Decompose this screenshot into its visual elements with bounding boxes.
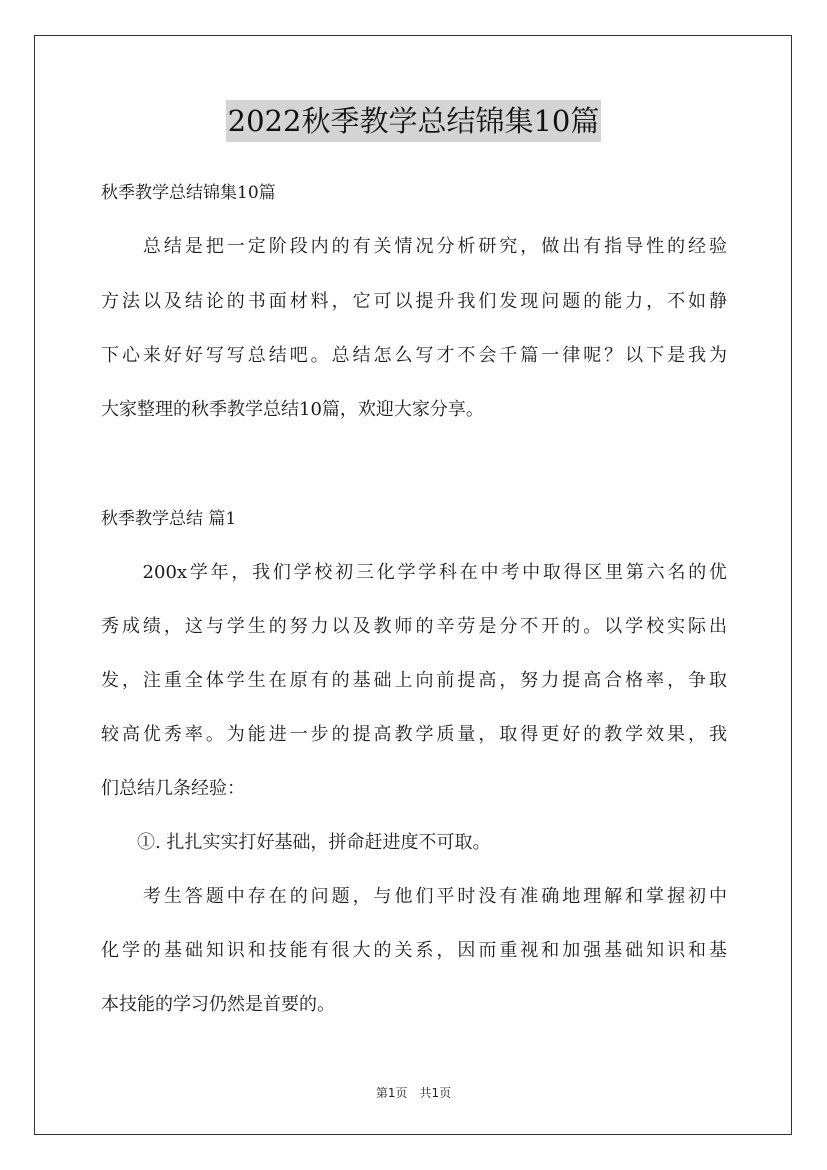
section1-line-1: 200x学年，我们学校初三化学学科在中考中取得区里第六名的优 (101, 562, 727, 583)
point1-line-3: 本技能的学习仍然是首要的。 (101, 994, 335, 1015)
section1-line-3: 发，注重全体学生在原有的基础上向前提高，努力提高合格率，争取 (101, 670, 727, 691)
section1-line-2: 秀成绩，这与学生的努力以及教师的辛劳是分不开的。以学校实际出 (101, 616, 727, 637)
title-block (0, 100, 827, 142)
section1-heading: 秋季教学总结 篇1 (101, 509, 237, 529)
intro-line-4: 大家整理的秋季教学总结10篇，欢迎大家分享。 (101, 399, 484, 420)
point1-line-1: 考生答题中存在的问题，与他们平时没有准确地理解和掌握初中 (101, 886, 727, 907)
section1-line-5: 们总结几条经验： (101, 778, 245, 799)
document-subtitle: 秋季教学总结锦集10篇 (101, 183, 276, 203)
page-footer: 第1页 共1页 (375, 1086, 452, 1100)
point1-heading: ①. 扎扎实实打好基础，拼命赶进度不可取。 (101, 832, 491, 853)
section1-line-4: 较高优秀率。为能进一步的提高教学质量，取得更好的教学效果，我 (101, 724, 727, 745)
document-title: 2022秋季教学总结锦集10篇 (226, 100, 602, 142)
intro-line-3: 下心来好好写写总结吧。总结怎么写才不会千篇一律呢？以下是我为 (101, 345, 727, 366)
intro-line-2: 方法以及结论的书面材料，它可以提升我们发现问题的能力，不如静 (101, 291, 727, 312)
intro-line-1: 总结是把一定阶段内的有关情况分析研究，做出有指导性的经验 (101, 236, 727, 257)
point1-line-2: 化学的基础知识和技能有很大的关系，因而重视和加强基础知识和基 (101, 940, 727, 961)
